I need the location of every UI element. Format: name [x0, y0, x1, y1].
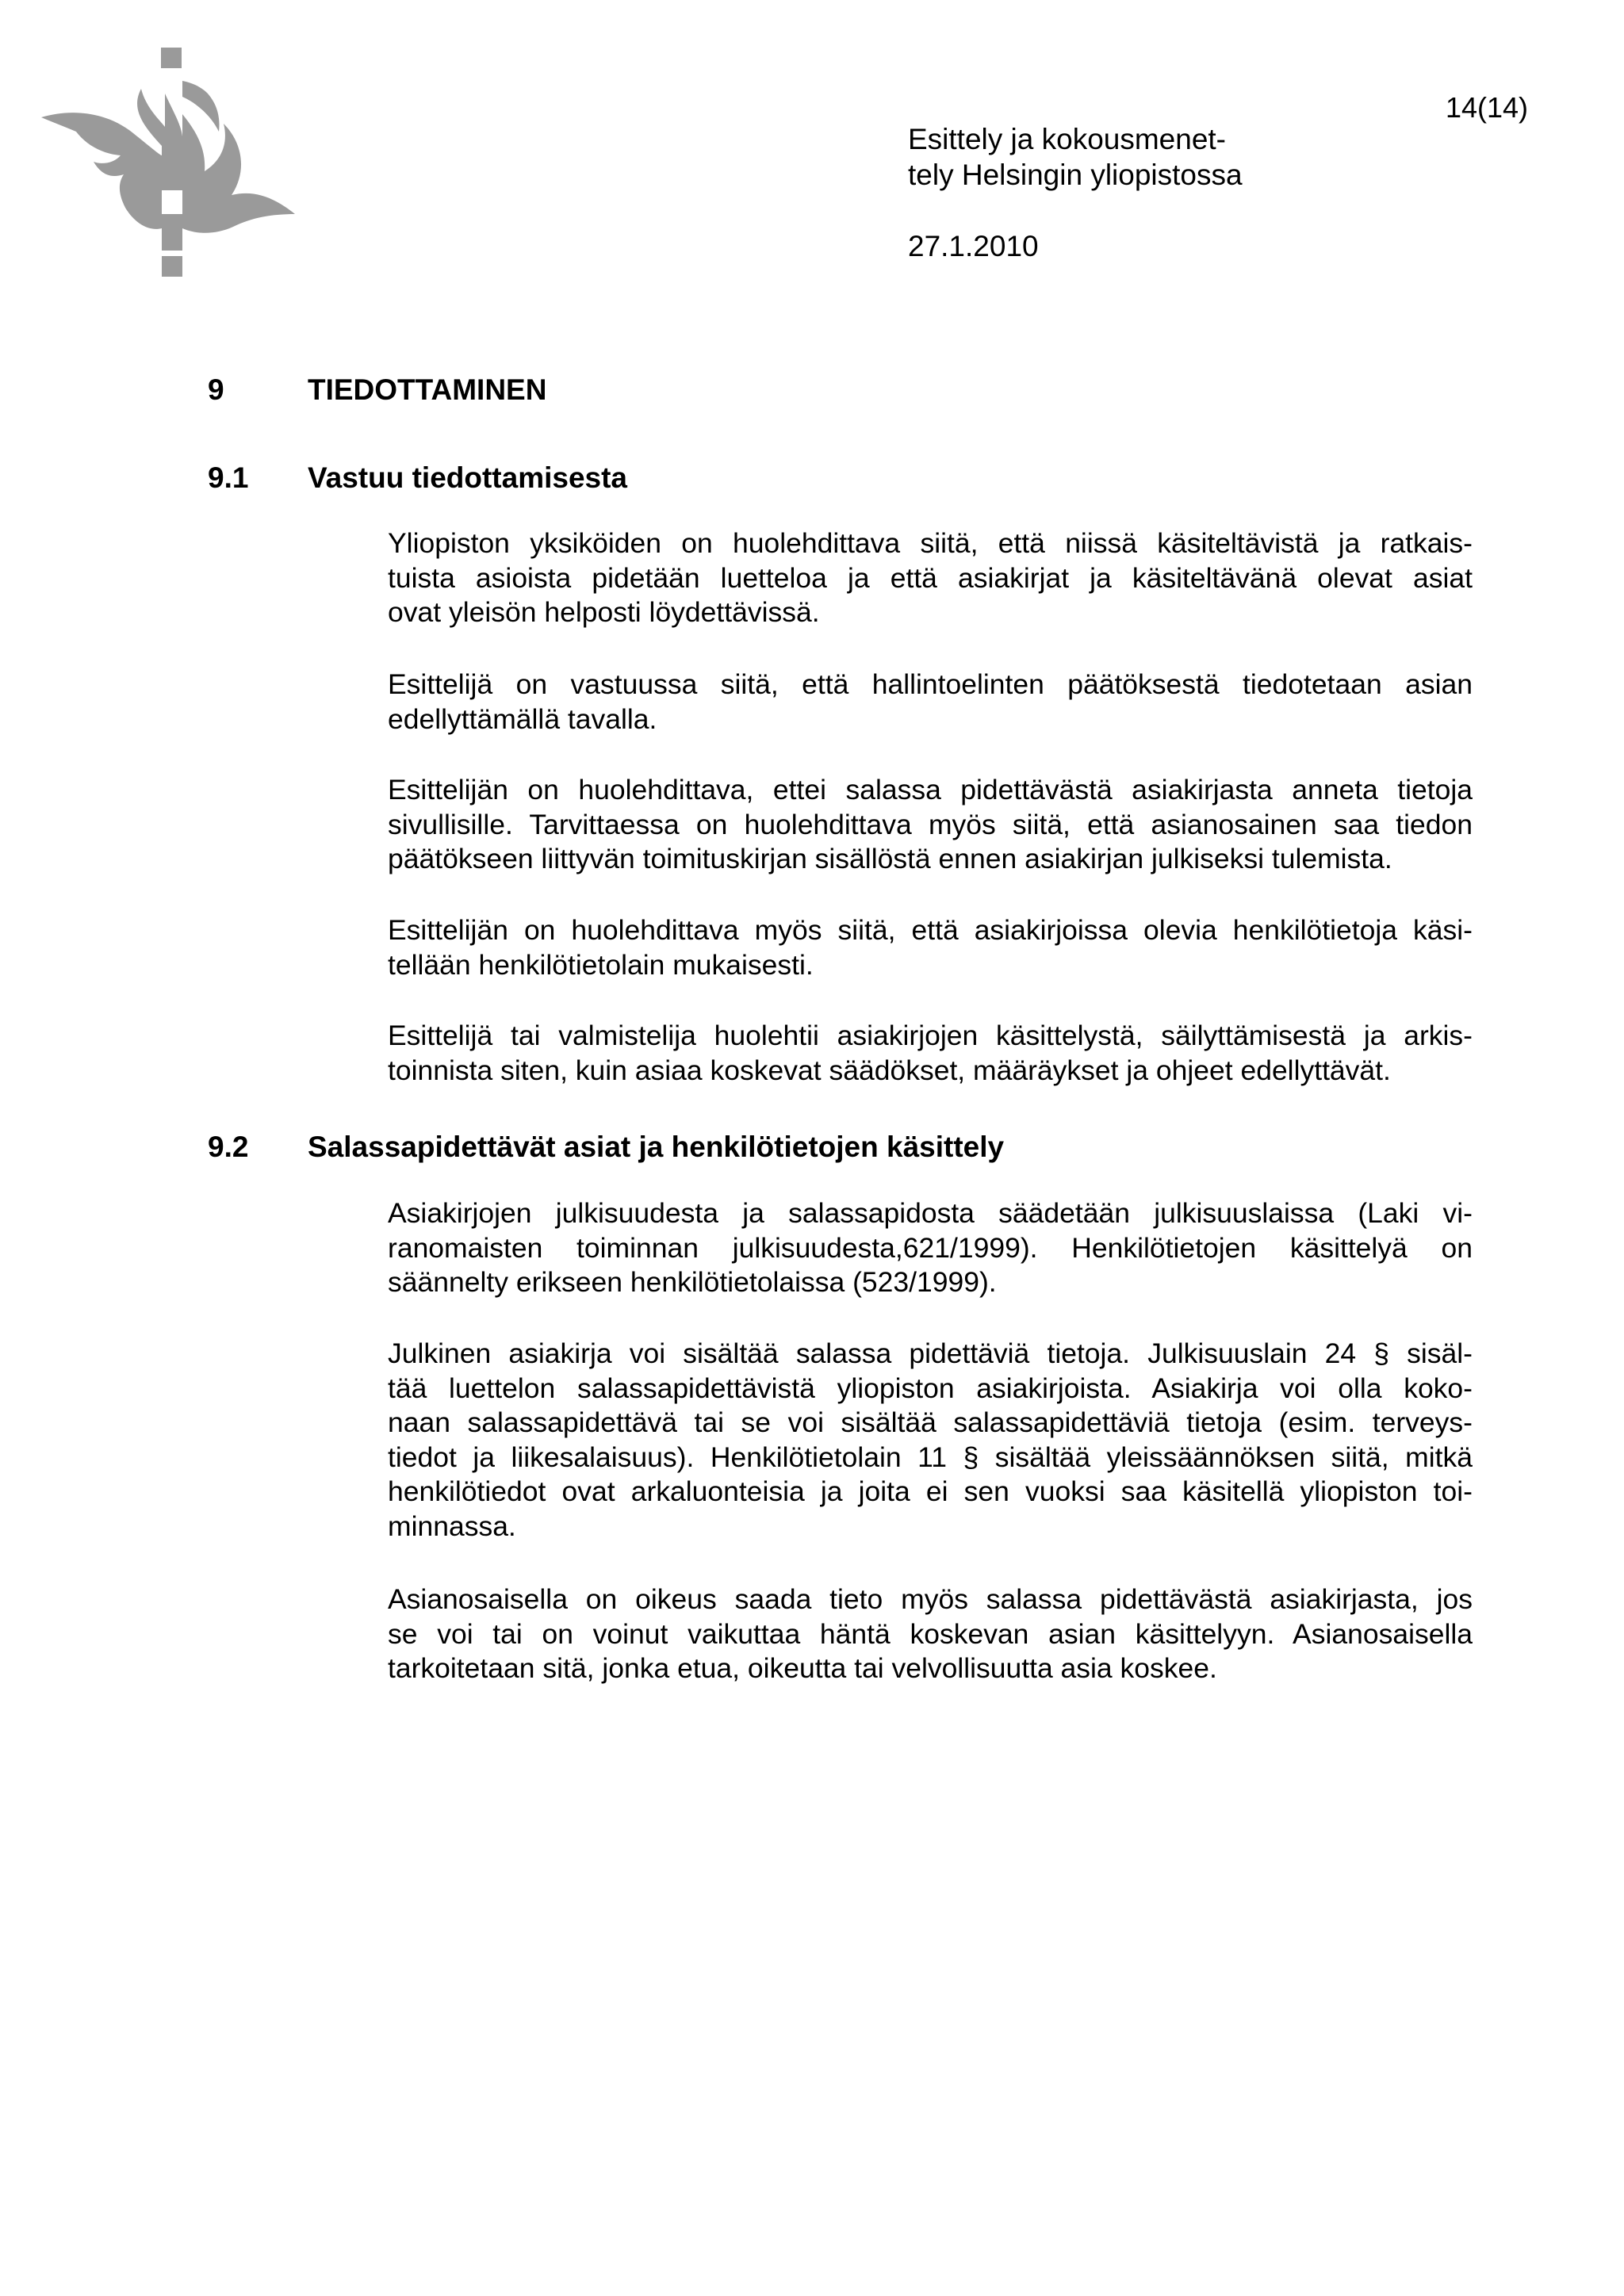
document-title-line: tely Helsingin yliopistossa: [908, 159, 1243, 191]
text-line: Asiakirjojen julkisuudesta ja salassapidosta säädetään julkisuuslaissa (Laki vi-: [388, 1197, 1473, 1229]
paragraph: [388, 526, 1473, 630]
section-number: 9: [208, 373, 224, 406]
text-line: toinnista siten, kuin asiaa koskevat säädökset, määräykset ja ohjeet edellyttävät.: [388, 1054, 1391, 1086]
paragraph: [388, 913, 1473, 982]
paragraph: [388, 1337, 1473, 1544]
text-line: ovat yleisön helposti löydettävissä.: [388, 596, 820, 628]
paragraph: [388, 668, 1473, 737]
text-line: säännelty erikseen henkilötietolaissa (523/1999).: [388, 1266, 997, 1298]
paragraph: [388, 773, 1473, 877]
section-title: TIEDOTTAMINEN: [308, 373, 547, 406]
text-line: päätökseen liittyvän toimituskirjan sisällöstä ennen asiakirjan julkiseksi tulemista.: [388, 843, 1392, 874]
paragraph: [388, 1196, 1473, 1300]
text-line: Esittelijän on huolehdittava myös siitä, että asiakirjoissa olevia henkilötietoja käsi-: [388, 914, 1473, 946]
university-of-helsinki-flame-logo-icon: [41, 44, 303, 282]
text-line: Esittelijä tai valmistelija huolehtii asiakirjojen käsittelystä, säilyttämisestä ja arkis-: [388, 1020, 1473, 1051]
text-line: naan salassapidettävä tai se voi sisältää salassapidettäviä tietoja (esim. terveys-: [388, 1406, 1473, 1438]
document-title: [908, 121, 1320, 193]
section-number: 9.2: [208, 1131, 249, 1163]
text-line: Julkinen asiakirja voi sisältää salassa pidettäviä tietoja. Julkisuuslain 24 § sisäl-: [388, 1337, 1473, 1369]
text-line: Yliopiston yksiköiden on huolehdittava siitä, että niissä käsiteltävistä ja ratkais-: [388, 527, 1473, 559]
text-line: tarkoitetaan sitä, jonka etua, oikeutta tai velvollisuutta asia koskee.: [388, 1652, 1217, 1684]
text-line: tellään henkilötietolain mukaisesti.: [388, 948, 814, 981]
paragraph: [388, 1019, 1473, 1088]
text-line: edellyttämällä tavalla.: [388, 702, 657, 735]
section-title: Vastuu tiedottamisesta: [308, 461, 628, 494]
section-number: 9.1: [208, 461, 249, 494]
text-line: se voi tai on voinut vaikuttaa häntä koskevan asian käsittelyyn. Asianosaisella: [388, 1617, 1473, 1650]
page-number: 14(14): [1445, 91, 1528, 124]
section-title: Salassapidettävät asiat ja henkilötietojen käsittely: [308, 1131, 1005, 1163]
university-logo: [41, 44, 303, 282]
text-line: Asianosaisella on oikeus saada tieto myös salassa pidettävästä asiakirjasta, jos: [388, 1583, 1473, 1615]
text-line: tiedot ja liikesalaisuus). Henkilötietolain 11 § sisältää yleissäännöksen siitä, mitkä: [388, 1441, 1473, 1473]
text-line: tää luettelon salassapidettävistä yliopiston asiakirjoista. Asiakirja voi olla koko-: [388, 1372, 1473, 1404]
text-line: Esittelijä on vastuussa siitä, että hallintoelinten päätöksestä tiedotetaan asian: [388, 668, 1473, 700]
document-title-line: Esittely ja kokousmenet-: [908, 123, 1227, 155]
text-line: tuista asioista pidetään luetteloa ja että asiakirjat ja käsiteltävänä olevat asiat: [388, 561, 1473, 594]
text-line: ranomaisten toiminnan julkisuudesta,621/1999). Henkilötietojen käsittelyä on: [388, 1231, 1473, 1264]
paragraph: [388, 1582, 1473, 1686]
text-line: sivullisille. Tarvittaessa on huolehdittava myös siitä, että asianosainen saa tiedon: [388, 808, 1473, 840]
text-line: henkilötiedot ovat arkaluonteisia ja joita ei sen vuoksi saa käsitellä yliopiston toi-: [388, 1475, 1473, 1507]
text-line: Esittelijän on huolehdittava, ettei salassa pidettävästä asiakirjasta anneta tietoja: [388, 774, 1473, 806]
text-line: minnassa.: [388, 1510, 516, 1542]
document-date: 27.1.2010: [908, 230, 1039, 262]
